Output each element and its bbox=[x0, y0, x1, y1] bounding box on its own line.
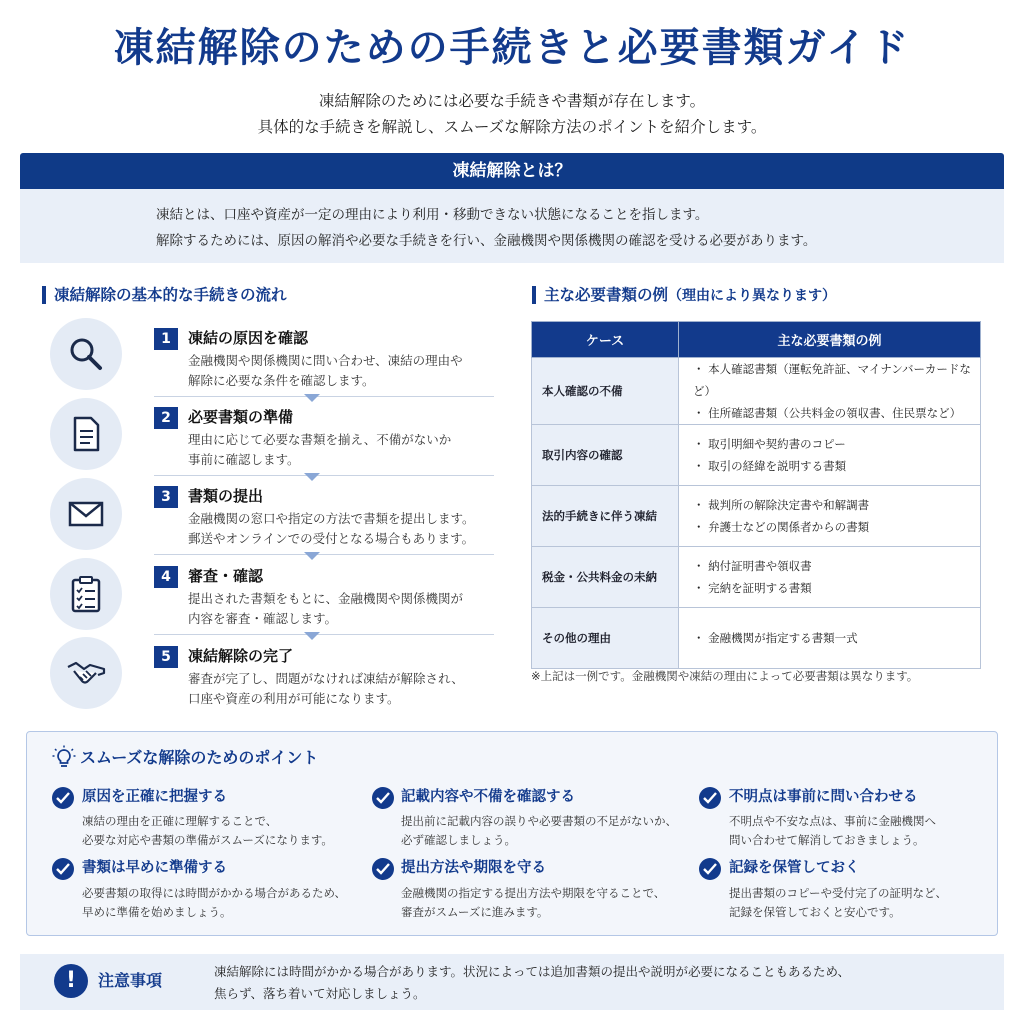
step-divider bbox=[154, 554, 494, 555]
case-cell: 取引内容の確認 bbox=[532, 425, 679, 486]
caution-line-1: 凍結解除には時間がかかる場合があります。状況によっては追加書類の提出や説明が必要になることもあるため、 bbox=[214, 964, 851, 979]
table-header-docs: 主な必要書類の例 bbox=[679, 322, 981, 358]
table-row bbox=[532, 608, 981, 669]
point-title: 原因を正確に把握する bbox=[82, 789, 227, 805]
point-desc-line: 金融機関の指定する提出方法や期限を守ることで、 bbox=[401, 886, 666, 900]
doc-item: ・ 取引の経緯を説明する書類 bbox=[693, 459, 847, 473]
step-desc-line: 理由に応じて必要な書類を揃え、不備がないか bbox=[188, 432, 452, 447]
document-icon bbox=[50, 398, 122, 470]
step-desc-line: 金融機関の窓口や指定の方法で書類を提出します。 bbox=[188, 511, 475, 526]
case-cell: 本人確認の不備 bbox=[532, 358, 679, 425]
what-panel bbox=[20, 189, 1004, 263]
step-title: 凍結の原因を確認 bbox=[188, 329, 309, 347]
step-title: 必要書類の準備 bbox=[188, 408, 294, 426]
point-desc-line: 必要書類の取得には時間がかかる場合があるため、 bbox=[82, 886, 347, 900]
doc-item: ・ 取引明細や契約書のコピー bbox=[693, 437, 846, 451]
step-desc-line: 内容を審査・確認します。 bbox=[188, 611, 338, 626]
check-circle-icon bbox=[699, 787, 721, 809]
step-desc-line: 事前に確認します。 bbox=[188, 452, 300, 467]
point-desc-line: 記録を保管しておくと安心です。 bbox=[729, 905, 901, 919]
step-arrow-icon bbox=[304, 473, 320, 481]
table-row bbox=[532, 425, 981, 486]
case-cell: 法的手続きに伴う凍結 bbox=[532, 486, 679, 547]
points-title: スムーズな解除のためのポイント bbox=[80, 748, 319, 767]
caution-line-2: 焦らず、落ち着いて対応しましょう。 bbox=[214, 986, 426, 1001]
clipboard-icon bbox=[50, 558, 122, 630]
magnifier-icon bbox=[50, 318, 122, 390]
page-title: 凍結解除のための手続きと必要書類ガイド bbox=[113, 25, 911, 71]
step-desc-line: 金融機関や関係機関に問い合わせ、凍結の理由や bbox=[188, 353, 463, 368]
point-title: 提出方法や期限を守る bbox=[401, 860, 546, 876]
doc-item: ・ 本人確認書類（運転免許証、マイナンバーカードなど） bbox=[693, 362, 971, 398]
doc-item: ・ 納付証明書や領収書 bbox=[693, 559, 812, 573]
point-desc-line: 早めに準備を始めましょう。 bbox=[82, 905, 232, 919]
point-desc-line: 提出前に記載内容の誤りや必要書類の不足がないか、 bbox=[401, 814, 677, 828]
step-arrow-icon bbox=[304, 632, 320, 640]
step-desc-line: 解除に必要な条件を確認します。 bbox=[188, 373, 375, 388]
step-number: 4 bbox=[154, 566, 178, 588]
step-desc-line: 審査が完了し、問題がなければ凍結が解除され、 bbox=[188, 671, 464, 686]
docs-cell bbox=[679, 547, 981, 608]
point-desc-line: 必要な対応や書類の準備がスムーズになります。 bbox=[82, 833, 333, 847]
step-number: 3 bbox=[154, 486, 178, 508]
table-row bbox=[532, 547, 981, 608]
step-divider bbox=[154, 634, 494, 635]
doc-item: ・ 金融機関が指定する書類一式 bbox=[693, 631, 858, 645]
doc-item: ・ 裁判所の解除決定書や和解調書 bbox=[693, 498, 870, 512]
step-desc-line: 郵送やオンラインでの受付となる場合もあります。 bbox=[188, 531, 475, 546]
docs-cell bbox=[679, 358, 981, 425]
check-circle-icon bbox=[699, 858, 721, 880]
step-desc-line: 提出された書類をもとに、金融機関や関係機関が bbox=[188, 591, 464, 606]
point-desc-line: 提出書類のコピーや受付完了の証明など、 bbox=[729, 886, 948, 900]
step-number: 1 bbox=[154, 328, 178, 350]
table-row bbox=[532, 486, 981, 547]
docs-footnote: ※上記は一例です。金融機関や凍結の理由によって必要書類は異なります。 bbox=[531, 669, 919, 683]
caution-title: 注意事項 bbox=[98, 971, 163, 990]
point-desc-line: 審査がスムーズに進みます。 bbox=[401, 905, 549, 919]
docs-table bbox=[531, 321, 981, 669]
table-header-case: ケース bbox=[532, 322, 679, 358]
lead-line-2: 具体的な手続きを解説し、スムーズな解除方法のポイントを紹介します。 bbox=[257, 118, 767, 136]
step-number: 2 bbox=[154, 407, 178, 429]
point-title: 記載内容や不備を確認する bbox=[401, 789, 575, 805]
point-desc-line: 凍結の理由を正確に理解することで、 bbox=[82, 814, 278, 828]
point-title: 書類は早めに準備する bbox=[82, 860, 227, 876]
step-arrow-icon bbox=[304, 394, 320, 402]
point-title: 不明点は事前に問い合わせる bbox=[729, 789, 918, 805]
point-title: 記録を保管しておく bbox=[729, 860, 860, 876]
flow-section-title: 凍結解除の基本的な手続きの流れ bbox=[42, 284, 287, 306]
step-title: 審査・確認 bbox=[188, 567, 264, 585]
table-row bbox=[532, 358, 981, 425]
case-cell: その他の理由 bbox=[532, 608, 679, 669]
point-desc-line: 不明点や不安な点は、事前に金融機関へ bbox=[729, 814, 936, 828]
doc-item: ・ 住所確認書類（公共料金の領収書、住民票など） bbox=[693, 406, 962, 420]
step-arrow-icon bbox=[304, 552, 320, 560]
point-desc-line: 問い合わせて解消しておきましょう。 bbox=[729, 833, 925, 847]
what-heading: 凍結解除とは？ bbox=[20, 153, 1004, 189]
docs-title: 主な必要書類の例 bbox=[544, 286, 669, 304]
step-divider bbox=[154, 396, 494, 397]
check-circle-icon bbox=[52, 787, 74, 809]
docs-cell bbox=[679, 425, 981, 486]
step-divider bbox=[154, 475, 494, 476]
step-title: 書類の提出 bbox=[188, 487, 264, 505]
what-line-2: 解除するためには、原因の解消や必要な手続きを行い、金融機関や関係機関の確認を受ける必要があります。 bbox=[156, 233, 817, 249]
docs-section-title bbox=[532, 284, 836, 307]
step-title: 凍結解除の完了 bbox=[188, 647, 294, 665]
check-circle-icon bbox=[52, 858, 74, 880]
envelope-icon bbox=[50, 478, 122, 550]
check-circle-icon bbox=[372, 858, 394, 880]
docs-cell bbox=[679, 608, 981, 669]
point-desc-line: 必ず確認しましょう。 bbox=[401, 833, 516, 847]
check-circle-icon bbox=[372, 787, 394, 809]
docs-title-note: （理由により異なります） bbox=[668, 288, 837, 304]
what-line-1: 凍結とは、口座や資産が一定の理由により利用・移動できない状態になることを指します。 bbox=[156, 207, 709, 223]
lead-line-1: 凍結解除のためには必要な手続きや書類が存在します。 bbox=[318, 92, 706, 110]
doc-item: ・ 完納を証明する書類 bbox=[693, 581, 812, 595]
step-number: 5 bbox=[154, 646, 178, 668]
handshake-icon bbox=[50, 637, 122, 709]
doc-item: ・ 弁護士などの関係者からの書類 bbox=[693, 520, 870, 534]
step-desc-line: 口座や資産の利用が可能になります。 bbox=[188, 691, 400, 706]
case-cell: 税金・公共料金の未納 bbox=[532, 547, 679, 608]
docs-cell bbox=[679, 486, 981, 547]
exclamation-icon: ! bbox=[54, 964, 88, 998]
